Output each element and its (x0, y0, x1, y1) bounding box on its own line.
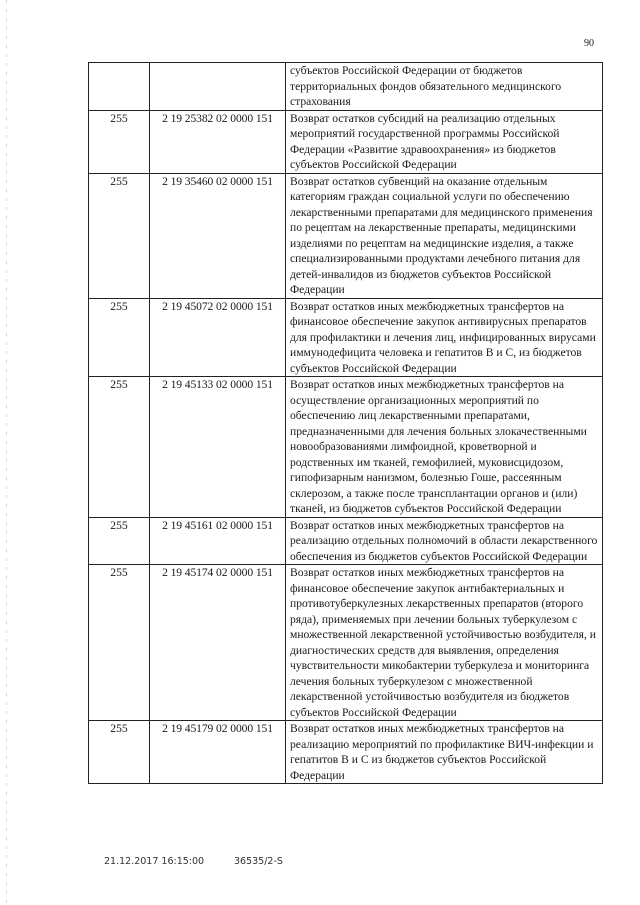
budget-code-cell: 2 19 45133 02 0000 151 (150, 377, 286, 518)
budget-codes-table (88, 62, 603, 784)
footer-document-id: 36535/2-S (234, 856, 283, 867)
scan-edge-artifact (6, 0, 7, 905)
budget-code-cell: 2 19 35460 02 0000 151 (150, 173, 286, 298)
admin-code-cell: 255 (89, 298, 150, 377)
table-row (89, 63, 603, 111)
table-row (89, 377, 603, 518)
admin-code-cell: 255 (89, 565, 150, 721)
description-cell: Возврат остатков субвенций на оказание отдельным категориям граждан социальной услуги по обеспечению лекарственными препаратами для медицинского применения по рецептам на лекарственные препараты, медицинскими изделиями по рецептам на медицинские изделия, а также специализированными продуктами лечебного питания для детей-инвалидов из бюджетов субъектов Российской Федерации (286, 173, 603, 298)
description-cell: Возврат остатков иных межбюджетных трансфертов на финансовое обеспечение закупок антибактериальных и противотуберкулезных лекарственных препаратов (второго ряда), применяемых при лечении больных туберкулезом с множественной лекарственной устойчивостью возбудителя, и диагностических средств для выявления, определения чувствительности микобактерии туберкулеза и мониторинга лечения больных туберкулезом с множественной лекарственной устойчивостью возбудителя из бюджетов субъектов Российской Федерации (286, 565, 603, 721)
page-number: 90 (584, 38, 594, 49)
admin-code-cell: 255 (89, 173, 150, 298)
budget-code-cell: 2 19 45174 02 0000 151 (150, 565, 286, 721)
budget-code-cell (150, 63, 286, 111)
table-row (89, 110, 603, 173)
table-row (89, 721, 603, 784)
budget-code-cell: 2 19 45161 02 0000 151 (150, 517, 286, 565)
description-cell: Возврат остатков субсидий на реализацию отдельных мероприятий государственной программы Российской Федерации «Развитие здравоохранения» из бюджетов субъектов Российской Федерации (286, 110, 603, 173)
budget-code-cell: 2 19 45072 02 0000 151 (150, 298, 286, 377)
budget-code-cell: 2 19 45179 02 0000 151 (150, 721, 286, 784)
description-cell: Возврат остатков иных межбюджетных трансфертов на финансовое обеспечение закупок антивирусных препаратов для профилактики и лечения лиц, инфицированных вирусами иммунодефицита человека и гепатитов В и С, из бюджетов субъектов Российской Федерации (286, 298, 603, 377)
table-row (89, 298, 603, 377)
table-row (89, 565, 603, 721)
description-cell: Возврат остатков иных межбюджетных трансфертов на осуществление организационных мероприятий по обеспечению лиц лекарственными препаратами, предназначенными для лечения больных злокачественными новообразованиями лимфоидной, кроветворной и родственных им тканей, гемофилией, муковисцидозом, гипофизарным нанизмом, болезнью Гоше, рассеянным склерозом, а также после трансплантации органов и (или) тканей, из бюджетов субъектов Российской Федерации (286, 377, 603, 518)
admin-code-cell (89, 63, 150, 111)
admin-code-cell: 255 (89, 110, 150, 173)
admin-code-cell: 255 (89, 517, 150, 565)
description-cell: Возврат остатков иных межбюджетных трансфертов на реализацию мероприятий по профилактике ВИЧ-инфекции и гепатитов В и С из бюджетов субъектов Российской Федерации (286, 721, 603, 784)
table-row (89, 173, 603, 298)
footer-timestamp: 21.12.2017 16:15:00 (104, 856, 205, 867)
admin-code-cell: 255 (89, 377, 150, 518)
admin-code-cell: 255 (89, 721, 150, 784)
description-cell: Возврат остатков иных межбюджетных трансфертов на реализацию отдельных полномочий в области лекарственного обеспечения из бюджетов субъектов Российской Федерации (286, 517, 603, 565)
description-cell: субъектов Российской Федерации от бюджетов территориальных фондов обязательного медицинского страхования (286, 63, 603, 111)
budget-code-cell: 2 19 25382 02 0000 151 (150, 110, 286, 173)
table-row (89, 517, 603, 565)
